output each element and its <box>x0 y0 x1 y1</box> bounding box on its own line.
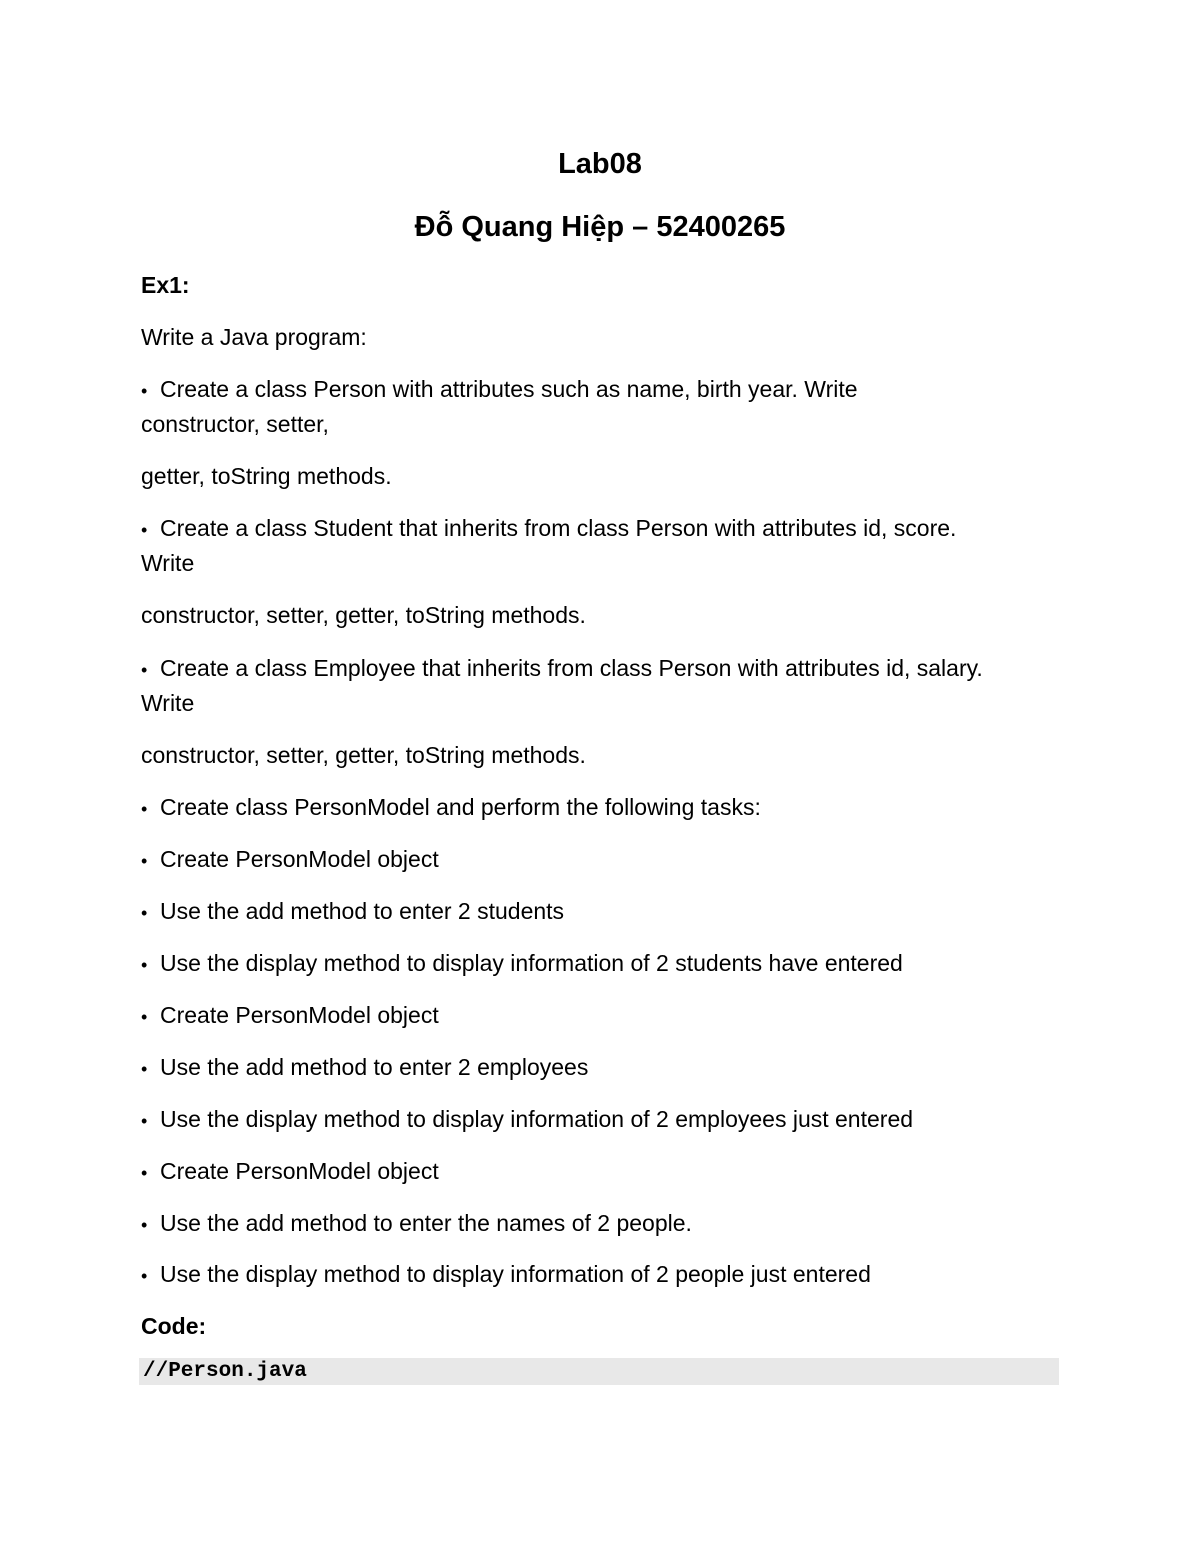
task-line-continued: constructor, setter, <box>141 411 329 437</box>
bullet-icon: • <box>141 851 148 871</box>
task-line-continued: constructor, setter, getter, toString methods. <box>141 742 586 768</box>
task-line-text: Use the display method to display information of 2 people just entered <box>160 1261 871 1287</box>
task-line <box>141 1104 913 1136</box>
bullet-icon: • <box>141 799 148 819</box>
task-line-text: Create a class Student that inherits from class Person with attributes id, score. <box>160 515 957 541</box>
task-line <box>141 1208 692 1240</box>
bullet-icon: • <box>141 660 148 680</box>
task-line <box>141 1000 439 1032</box>
task-line-continued: Write <box>141 550 195 576</box>
exercise-heading: Ex1: <box>141 272 190 298</box>
task-line <box>141 948 903 980</box>
code-block <box>139 1358 1059 1385</box>
bullet-icon: • <box>141 1215 148 1235</box>
bullet-icon: • <box>141 1111 148 1131</box>
code-comment: //Person.java <box>143 1360 307 1383</box>
bullet-icon: • <box>141 903 148 923</box>
task-line-text: Use the display method to display information of 2 employees just entered <box>160 1106 914 1132</box>
task-line-continued: constructor, setter, getter, toString methods. <box>141 602 586 628</box>
code-heading: Code: <box>141 1313 207 1339</box>
task-line <box>141 896 564 928</box>
task-line <box>141 1156 439 1188</box>
task-line <box>141 792 761 824</box>
task-line <box>141 1052 588 1084</box>
task-line-continued: Write <box>141 690 195 716</box>
task-line <box>141 1259 871 1291</box>
task-line-text: Use the display method to display information of 2 students have entered <box>160 950 903 976</box>
bullet-icon: • <box>141 1163 148 1183</box>
task-line <box>141 844 439 876</box>
task-line-text: Create a class Employee that inherits from class Person with attributes id, salary. <box>160 655 983 681</box>
author-line: Đỗ Quang Hiệp – 52400265 <box>414 211 786 243</box>
bullet-icon: • <box>141 955 148 975</box>
bullet-icon: • <box>141 520 148 540</box>
task-line-text: Create PersonModel object <box>160 1002 439 1028</box>
bullet-icon: • <box>141 1059 148 1079</box>
document-title: Lab08 <box>558 148 642 180</box>
bullet-icon: • <box>141 1266 148 1286</box>
task-line-continued: getter, toString methods. <box>141 463 392 489</box>
bullet-icon: • <box>141 1007 148 1027</box>
task-line-text: Create class PersonModel and perform the following tasks: <box>160 794 761 820</box>
task-line-text: Create a class Person with attributes such as name, birth year. Write <box>160 376 858 402</box>
intro-text: Write a Java program: <box>141 324 367 350</box>
task-line <box>141 513 956 545</box>
task-line <box>141 374 858 406</box>
task-line-text: Use the add method to enter 2 students <box>160 898 565 924</box>
task-line-text: Use the add method to enter the names of 2 people. <box>160 1210 692 1236</box>
task-line-text: Create PersonModel object <box>160 1158 439 1184</box>
task-line-text: Create PersonModel object <box>160 846 439 872</box>
task-line-text: Use the add method to enter 2 employees <box>160 1054 589 1080</box>
bullet-icon: • <box>141 381 148 401</box>
task-line <box>141 653 983 685</box>
